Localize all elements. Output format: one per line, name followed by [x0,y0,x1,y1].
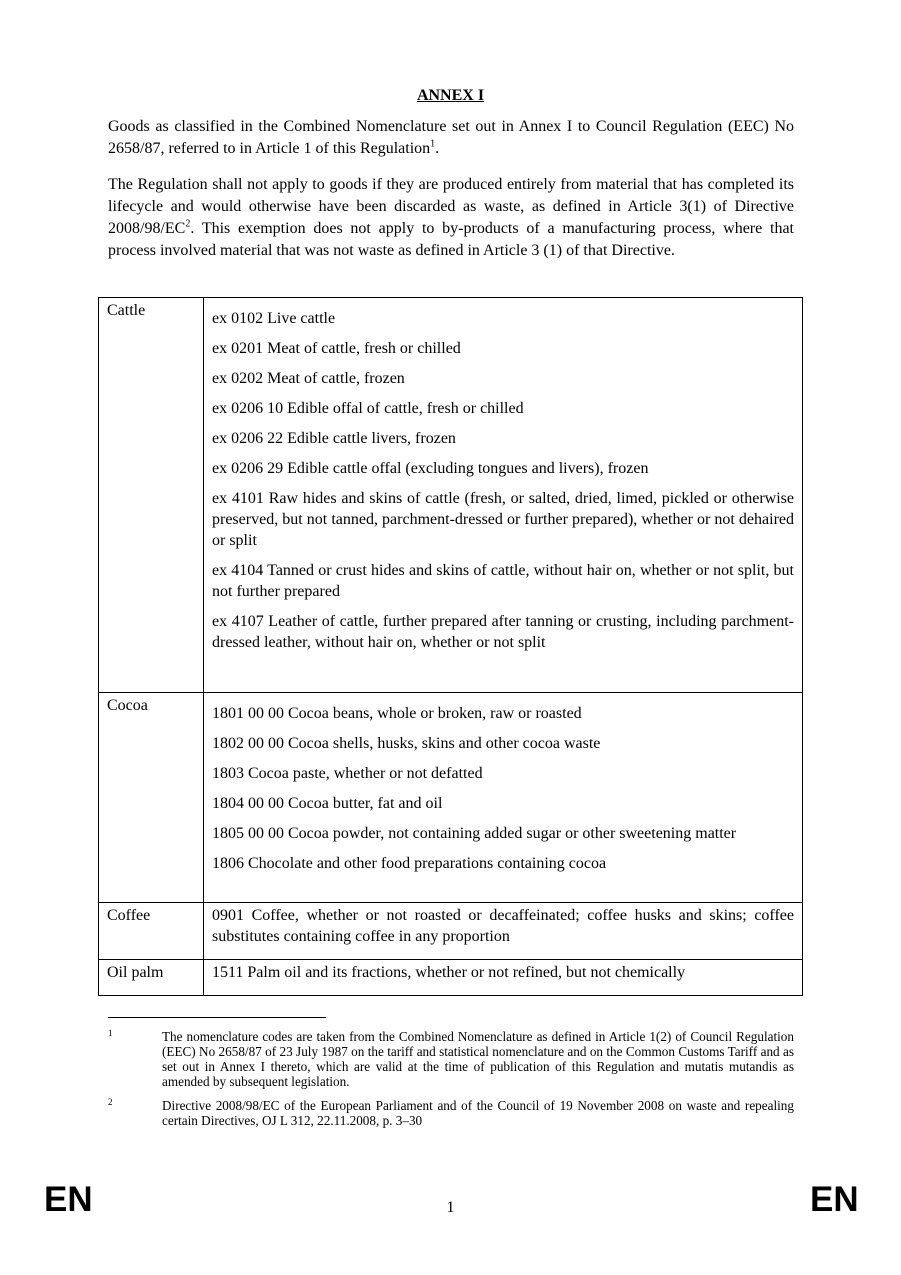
list-item: ex 4101 Raw hides and skins of cattle (fresh, or salted, dried, limed, pickled or otherwise preserved, but not tanned, parchment-dressed or further prepared), whether or not dehaired or split [212,490,794,549]
commodity-table [98,297,803,996]
list-item: 1511 Palm oil and its fractions, whether or not refined, but not chemically [212,964,686,981]
footnote-2 [108,1098,794,1132]
list-item: ex 4107 Leather of cattle, further prepared after tanning or crusting, including parchment-dressed leather, without hair on, whether or not split [212,613,794,651]
footnote-number: 1 [108,1028,113,1038]
list-item: ex 0206 22 Edible cattle livers, frozen [212,430,456,447]
items-cell [204,693,803,903]
list-item: ex 4104 Tanned or crust hides and skins of cattle, without hair on, whether or not split, but not further prepared [212,562,794,600]
footnote-1 [108,1029,794,1095]
items-cell [204,298,803,693]
intro-paragraph [108,116,794,160]
table-row-cattle [99,298,803,693]
list-item: ex 0102 Live cattle [212,310,336,327]
list-item: 1801 00 00 Cocoa beans, whole or broken, raw or roasted [212,705,582,722]
footnote-separator [108,1017,326,1018]
footnote-text: The nomenclature codes are taken from the Combined Nomenclature as defined in Article 1(2) of Council Regulation (EEC) No 2658/87 of 23 July 1987 on the tariff and statistical nomenclature and on the Common Customs Tariff and as set out in Annex I thereto, which are valid at the time of publication of this Regulation and mutatis mutandis as amended by subsequent legislation. [162,1029,794,1089]
list-item: 1802 00 00 Cocoa shells, husks, skins and other cocoa waste [212,735,601,752]
intro-text: Goods as classified in the Combined Nomenclature set out in Annex I to Council Regulation (EEC) No 2658/87, referred to in Article 1 of this Regulation [108,118,794,157]
footnote-ref-2[interactable]: 2 [185,218,191,230]
category-cell: Oil palm [99,960,204,996]
list-item: 1804 00 00 Cocoa butter, fat and oil [212,795,443,812]
list-item: ex 0201 Meat of cattle, fresh or chilled [212,340,461,357]
footnote-number: 2 [108,1097,113,1107]
list-item: 1803 Cocoa paste, whether or not defatted [212,765,483,782]
list-item: 0901 Coffee, whether or not roasted or decaffeinated; coffee husks and skins; coffee substitutes containing coffee in any proportion [212,907,794,945]
footnote-text: Directive 2008/98/EC of the European Parliament and of the Council of 19 November 2008 on waste and repealing certain Directives, OJ L 312, 22.11.2008, p. 3–30 [162,1098,794,1128]
items-cell [204,960,803,996]
language-label-right: EN [810,1180,859,1219]
annex-heading: ANNEX I [416,87,485,104]
table-row-coffee [99,903,803,960]
list-item: ex 0206 10 Edible offal of cattle, fresh or chilled [212,400,524,417]
list-item: 1806 Chocolate and other food preparations containing cocoa [212,855,607,872]
footnote-ref-1[interactable]: 1 [430,138,436,150]
category-cell: Cattle [99,298,204,693]
list-item: ex 0206 29 Edible cattle offal (excluding tongues and livers), frozen [212,460,649,477]
items-cell [204,903,803,960]
language-label-left: EN [44,1180,93,1219]
list-item: 1805 00 00 Cocoa powder, not containing added sugar or other sweetening matter [212,825,737,842]
list-item: ex 0202 Meat of cattle, frozen [212,370,405,387]
table-row-oil-palm [99,960,803,996]
scope-text-1: The Regulation shall not apply to goods if they are produced entirely from material that has completed its lifecycle and would otherwise have been discarded as waste, as defined in Article 3(1) of Directive 2008/98/EC [108,176,794,237]
category-cell: Cocoa [99,693,204,903]
page-number: 1 [446,1199,455,1216]
scope-paragraph [108,174,794,262]
table-row-cocoa [99,693,803,903]
category-cell: Coffee [99,903,204,960]
scope-text-2: . This exemption does not apply to by-products of a manufacturing process, where that process involved material that was not waste as defined in Article 3 (1) of that Directive. [108,220,794,259]
intro-end: . [435,140,440,157]
